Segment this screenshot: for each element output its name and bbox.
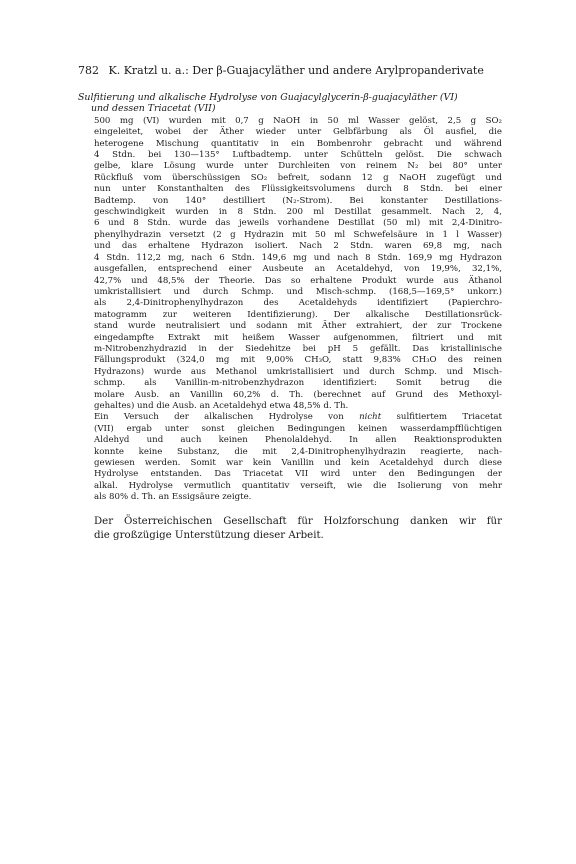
journal-page	[78, 64, 502, 543]
text-line: geschwindigkeit wurden in 8 Stdn. 200 ml Destillat gesammelt. Nach 2, 4,	[94, 207, 502, 218]
text-line: (VII) ergab unter sonst gleichen Bedingungen keinen wasserdampfflüchtigen	[94, 423, 502, 434]
running-header	[78, 64, 502, 78]
text-line: Fällungsprodukt (324,0 mg mit 9,00% CH₃O, statt 9,83% CH₃O des reinen	[94, 355, 502, 366]
text-line: phenylhydrazin versetzt (2 g Hydrazin mit 50 ml Schwefelsäure in 1 l Wasser)	[94, 229, 502, 240]
text-line: als 2,4-Dinitrophenylhydrazon des Acetaldehyds identifiziert (Papierchro-	[94, 298, 502, 309]
text-segment: Ein Versuch der alkalischen Hydrolyse von	[94, 412, 360, 423]
text-line: Aldehyd und auch keinen Phenolaldehyd. In allen Reaktionsprodukten	[94, 435, 502, 446]
acknowledgement	[78, 515, 502, 543]
text-line: gelbe, klare Lösung wurde unter Durchleiten von reinem N₂ bei 80° unter	[94, 161, 502, 172]
section-heading-line-1: Sulfitierung und alkalische Hydrolyse von Guajacylglycerin-β-guajacyläther (VI)	[78, 92, 458, 103]
emphasis-nicht: nicht	[359, 412, 382, 423]
text-line: Hydrolyse entstanden. Das Triacetat VII wird unter den Bedingungen der	[94, 469, 502, 480]
text-line: Rückfluß vom überschüssigen SO₂ befreit, sodann 12 g NaOH zugefügt und	[94, 172, 502, 183]
text-line: konnte keine Substanz, die mit 2,4-Dinitrophenylhydrazin reagierte, nach-	[94, 446, 502, 457]
text-line: umkristallisiert und durch Schmp. und Misch-schmp. (168,5—169,5° unkorr.)	[94, 286, 502, 297]
text-line: die großzügige Unterstützung dieser Arbeit.	[94, 529, 324, 541]
section-heading-line-2: und dessen Triacetat (VII)	[91, 103, 216, 115]
text-line: eingeleitet, wobei der Äther wieder unter Gelbfärbung als Öl ausfiel, die	[94, 127, 502, 138]
text-line: molare Ausb. an Vanillin 60,2% d. Th. (berechnet auf Grund des Methoxyl-	[94, 389, 502, 400]
text-segment: sulfitiertem Triacetat	[381, 412, 503, 423]
text-line: ausgefallen, entsprechend einer Ausbeute an Acetaldehyd, von 19,9%, 32,1%,	[94, 264, 502, 275]
text-line-with-emphasis	[78, 412, 502, 423]
text-line: als 80% d. Th. an Essigsäure zeigte.	[94, 492, 252, 503]
text-line: stand wurde neutralisiert und sodann mit Äther extrahiert, der zur Trockene	[94, 321, 502, 332]
text-line: 4 Stdn. bei 130—135° Luftbadtemp. unter Schütteln gelöst. Die schwach	[94, 150, 502, 161]
text-line: nun unter Konstanthalten des Flüssigkeitsvolumens durch 8 Stdn. bei einer	[94, 184, 502, 195]
text-line: Der Österreichischen Gesellschaft für Holzforschung danken wir für	[94, 515, 502, 527]
paragraph-triacetat-hydrolysis	[78, 412, 502, 503]
text-line: alkal. Hydrolyse vermutlich quantitativ verseift, wie die Isolierung von mehr	[94, 480, 502, 491]
text-line: 42,7% und 48,5% der Theorie. Das so erhaltene Produkt wurde aus Äthanol	[94, 275, 502, 286]
text-line: 4 Stdn. 112,2 mg, nach 6 Stdn. 149,6 mg und nach 8 Stdn. 169,9 mg Hydrazon	[94, 252, 502, 263]
text-line: m-Nitrobenzhydrazid in der Siedehitze bei pH 5 gefällt. Das kristallinische	[94, 343, 502, 354]
text-line: 500 mg (VI) wurden mit 0,7 g NaOH in 50 ml Wasser gelöst, 2,5 g SO₂	[94, 115, 502, 126]
running-title: K. Kratzl u. a.: Der β-Guajacyläther und andere Arylpropanderivate	[108, 64, 484, 77]
text-line: 6 und 8 Stdn. wurde das jeweils vorhandene Destillat (50 ml) mit 2,4-Dinitro-	[94, 218, 502, 229]
text-line: und das erhaltene Hydrazon isoliert. Nach 2 Stdn. waren 69,8 mg, nach	[94, 241, 502, 252]
section-heading	[78, 92, 502, 115]
paragraph-experimental-procedure	[78, 116, 502, 413]
text-line: Hydrazons) wurde aus Methanol umkristallisiert und durch Schmp. und Misch-	[94, 366, 502, 377]
text-line: heterogene Mischung quantitativ in ein Bombenrohr gebracht und während	[94, 138, 502, 149]
text-line: gehaltes) und die Ausb. an Acetaldehyd etwa 48,5% d. Th.	[94, 400, 349, 411]
page-number: 782	[78, 64, 99, 77]
text-line: Badtemp. von 140° destilliert (N₂-Strom). Bei konstanter Destillations-	[94, 195, 502, 206]
text-line: eingedampfte Extrakt mit heißem Wasser aufgenommen, filtriert und mit	[94, 332, 502, 343]
text-line: matogramm zur weiteren Identifizierung). Der alkalische Destillationsrück-	[94, 309, 502, 320]
text-line: schmp. als Vanillin-m-nitrobenzhydrazon identifiziert: Somit betrug die	[94, 378, 502, 389]
text-line: gewiesen werden. Somit war kein Vanillin und kein Acetaldehyd durch diese	[94, 458, 502, 468]
